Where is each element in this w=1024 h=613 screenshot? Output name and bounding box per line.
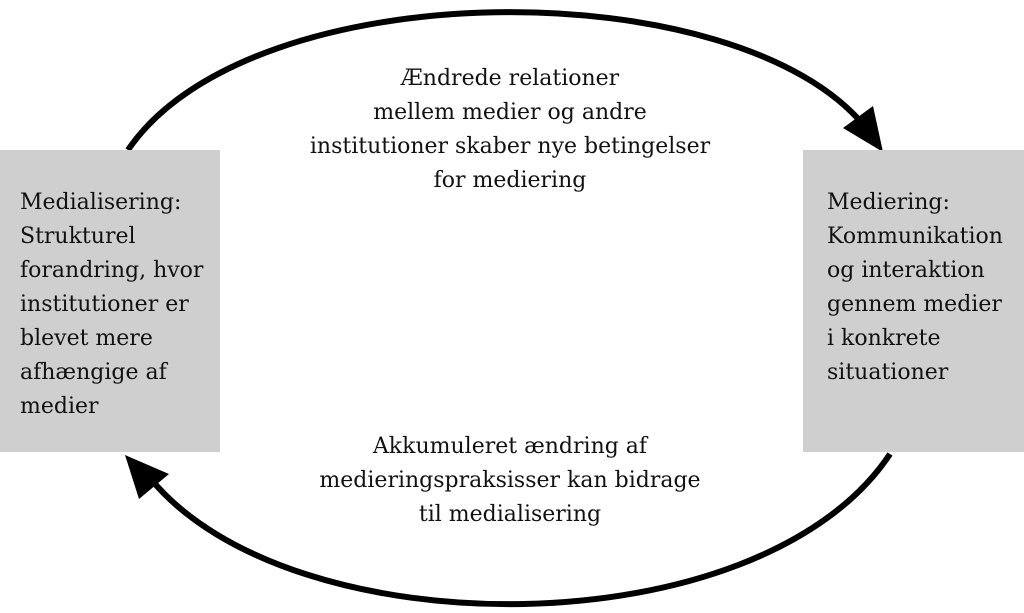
bottom-caption-line: til medialisering (418, 502, 602, 527)
bottom-caption-line: Akkumuleret ændring af (372, 434, 648, 459)
mediering-line: Mediering: (827, 190, 950, 215)
bottom-caption-line: medieringspraksisser kan bidrage (319, 468, 701, 493)
mediering-line: situationer (827, 360, 949, 385)
medialisering-box (0, 150, 220, 452)
top-caption-line: institutioner skaber nye betingelser (309, 134, 711, 159)
medialisering-line: Medialisering: (20, 190, 182, 215)
medialisering-line: afhængige af (20, 360, 167, 385)
top-arrow-caption (300, 62, 720, 198)
medialisering-line: institutioner er (20, 292, 189, 317)
mediering-line: i konkrete (827, 326, 941, 351)
bottom-arrow-caption (300, 430, 720, 532)
medialisering-line: blevet mere (20, 326, 153, 351)
mediering-line: gennem medier (827, 292, 1002, 317)
medialisering-line: forandring, hvor (20, 258, 204, 283)
medialisering-line: medier (20, 394, 99, 419)
mediering-line: Kommunikation (827, 224, 1003, 249)
top-caption-line: for mediering (433, 168, 587, 193)
mediering-box (803, 150, 1024, 452)
top-caption-line: mellem medier og andre (373, 100, 647, 125)
top-caption-line: Ændrede relationer (400, 66, 620, 91)
medialisering-line: Strukturel (20, 224, 136, 249)
mediering-line: og interaktion (827, 258, 985, 283)
